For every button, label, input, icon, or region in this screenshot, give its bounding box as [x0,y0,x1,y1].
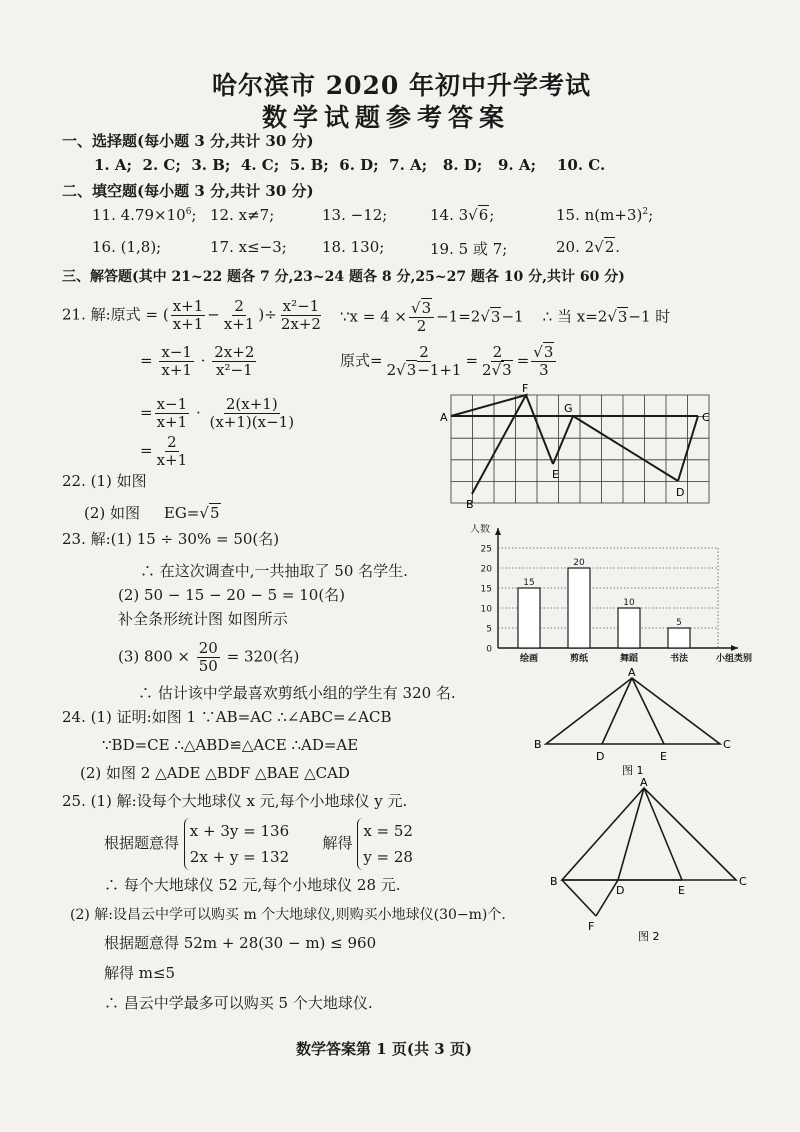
tri2-caption: 图 2 [638,930,660,943]
y-axis-label: 人数 [470,524,490,535]
y-tick-label: 20 [480,564,492,575]
y-tick-label: 0 [486,644,492,655]
grid-label-f: F [522,384,529,395]
answer-1: 1. A; [94,156,133,174]
page-subtitle: 数学试题参考答案 [262,103,511,132]
triangle-figure-1 [530,668,750,778]
choice-answers [94,156,605,174]
fill-13: 13. −12; [322,206,388,224]
answer-2: 2. C; [142,156,181,174]
answer-7: 7. A; [389,156,428,174]
q23-line4: 补全条形统计图 如图所示 [118,610,288,628]
grid-label-d: D [676,486,685,499]
tri2-label-b: B [550,875,558,888]
answer-10: 10. C. [556,156,606,174]
q25-line2: 根据题意得 x + 3y = 136 2x + y = 132 解得 x = 52 y = 28 [104,818,413,870]
answer-4: 4. C; [240,156,280,174]
bar-绘画 [518,588,540,648]
tri2-label-c: C [739,875,747,888]
tri1-label-b: B [534,738,542,751]
q21-condition: ∵x = 4 × $\frac{√3}{2}$ −1=2√3−1 ∴ 当 x=2√3−1 时 [340,299,671,335]
y-tick-label: 15 [480,584,492,595]
q21-line1: 21. 解:原式 = ( $\frac{x+1}{x+1}$ − $\frac{2}{x+1}$ )÷ $\frac{\text{x²−1}}{2x+2}$ [62,297,321,333]
x-axis-label: 小组类别 [715,654,752,664]
y-tick-label: 25 [480,544,492,555]
page-footer: 数学答案第 1 页(共 3 页) [296,1040,472,1058]
answer-6: 6. D; [339,156,379,174]
tri2-label-a: A [640,776,648,789]
section-fill: 二、填空题(每小题 3 分,共计 30 分) [62,182,314,200]
page-title: 哈尔滨市 2020 年初中升学考试 [212,71,591,100]
tri1-label-d: D [596,750,605,763]
answer-9: 9. A; [498,156,537,174]
tri1-caption: 图 1 [622,764,644,777]
grid-label-c: C [702,411,710,424]
grid-label-b: B [466,498,474,511]
bar-剪纸 [568,568,590,648]
q21-line3: = $\frac{x-1}{x+1}$ · $\frac{2(x+1)}{(x+1)(x-1)}$ [140,395,295,431]
q23-line3: (2) 50 − 15 − 20 − 5 = 10(名) [118,586,346,604]
tri2-label-d: D [616,884,625,897]
section-solve: 三、解答题(其中 21~22 题各 7 分,23~24 题各 8 分,25~27 题各 10 分,共计 60 分) [62,269,625,285]
bar-chart [462,524,752,670]
q25-line3: ∴ 每个大地球仪 52 元,每个小地球仪 28 元. [104,876,401,894]
answer-3: 3. B; [191,156,231,174]
q25-line6: 解得 m≤5 [104,964,176,982]
y-axis-arrow [495,528,501,535]
data-label: 5 [676,618,682,628]
grid-label-a: A [440,411,448,424]
tri2-label-f: F [588,920,595,933]
y-tick-label: 5 [486,624,492,635]
fill-16: 16. (1,8); [92,238,162,256]
q24-line2: ∵BD=CE ∴△ABD≌△ACE ∴AD=AE [102,736,359,754]
q23-line1: 23. 解:(1) 15 ÷ 30% = 50(名) [62,530,280,548]
fill-20: 20. 2√2. [556,238,621,256]
tri1-label-e: E [660,750,667,763]
triangle-figure-2 [544,776,754,946]
q22-part1: 22. (1) 如图 [62,472,147,490]
q21-line4: = $\frac{2}{x+1}$ [140,433,188,469]
category-label: 书法 [669,654,689,664]
data-label: 20 [573,558,585,568]
fill-11: 11. $4.79\times 10^6$; [92,206,197,224]
answer-5: 5. B; [289,156,329,174]
q25-line5: 根据题意得 52m + 28(30 − m) ≤ 960 [104,934,377,952]
bar-舞蹈 [618,608,640,648]
y-tick-label: 10 [480,604,492,615]
q25-line1: 25. (1) 解:设每个大地球仪 x 元,每个小地球仪 y 元. [62,792,408,810]
fill-19: 19. 5 或 7; [430,240,508,258]
q24-line1: 24. (1) 证明:如图 1 ∵AB=AC ∴∠ABC=∠ACB [62,708,392,726]
fill-15: 15. $n(m+3)^2$; [556,206,654,224]
data-label: 15 [523,578,535,588]
q22-part2: (2) 如图 EG=√5 [84,504,220,522]
tri1-label-c: C [723,738,731,751]
section-choice: 一、选择题(每小题 3 分,共计 30 分) [62,132,314,150]
tri2-label-e: E [678,884,685,897]
fill-18: 18. 130; [322,238,385,256]
q25-line4: (2) 解:设昌云中学可以购买 m 个大地球仪,则购买小地球仪(30−m)个. [70,907,506,923]
data-label: 10 [623,598,635,608]
q23-line6: ∴ 估计该中学最喜欢剪纸小组的学生有 320 名. [138,684,456,702]
category-label: 舞蹈 [619,654,639,664]
category-label: 剪纸 [569,654,589,664]
bar-书法 [668,628,690,648]
tri1-label-a: A [628,668,636,679]
grid-label-e: E [552,468,559,481]
q21-line2: = $\frac{x-1}{x+1}$ · $\frac{2x+2}{\text{x²−1}}$ [140,343,255,379]
fill-14: 14. 3√6; [430,206,495,224]
x-axis-arrow [731,645,738,651]
fill-17: 17. x≤−3; [210,238,287,256]
grid-label-g: G [564,402,573,415]
q23-line5: (3) 800 × $\frac{20}{50}$ = 320(名) [118,639,300,675]
q21-result: 原式= $\frac{2}{2√3-1+1}$ = $\frac{2}{2√3}$ = $\frac{√3}{3}$ [340,344,558,379]
answer-8: 8. D; [442,156,483,174]
fill-12: 12. x≠7; [210,206,275,224]
q24-line3: (2) 如图 2 △ADE △BDF △BAE △CAD [80,764,350,782]
grid-figure [438,384,722,514]
q25-line7: ∴ 昌云中学最多可以购买 5 个大地球仪. [104,994,373,1012]
q23-line2: ∴ 在这次调查中,一共抽取了 50 名学生. [140,562,408,580]
category-label: 绘画 [519,654,539,664]
